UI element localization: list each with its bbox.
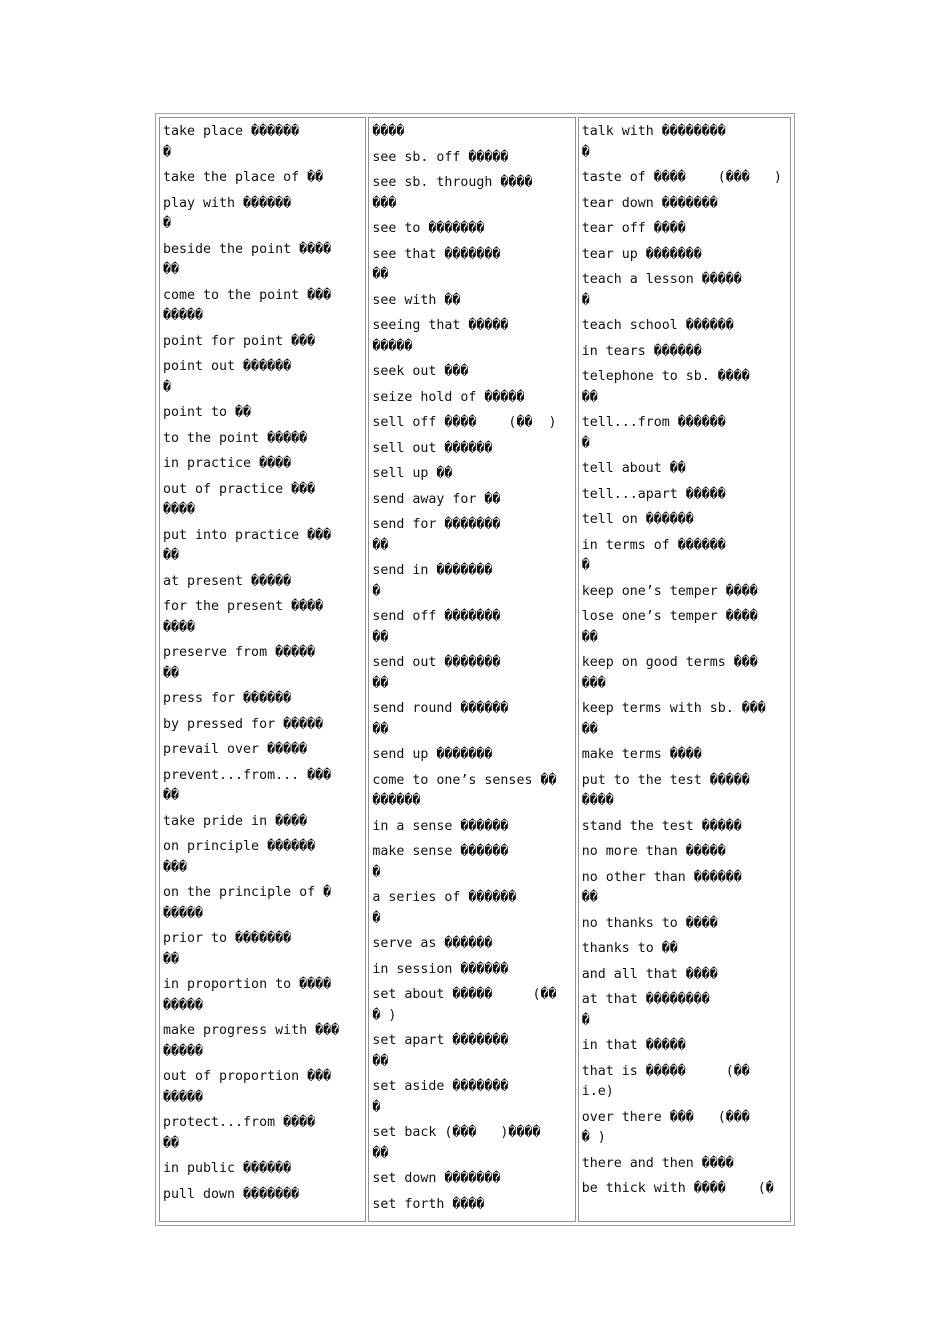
phrase-entry: make progress with ��� ����� (163, 1023, 340, 1059)
phrase-entry: come to one’s senses �� ������ (372, 772, 557, 808)
phrase-entry: in a sense ������ (372, 818, 509, 834)
phrase-entry: taste of ���� (��� ) (581, 170, 782, 185)
phrase-entry: pull down ������� (163, 1186, 300, 1202)
phrase-entry: make terms ���� (581, 747, 702, 762)
phrase-entry: that is ����� (�� i.e) (581, 1063, 750, 1099)
phrase-entry: put to the test ����� ���� (581, 772, 750, 808)
phrase-entry: send away for �� (372, 491, 501, 507)
phrase-entry: see to ������� (372, 221, 485, 236)
phrase-entry: set forth ���� (372, 1196, 485, 1212)
phrase-entry: prevent...from... ��� �� (163, 767, 332, 803)
phrase-entry: set apart ������� �� (372, 1033, 509, 1069)
phrase-entry: stand the test ����� (581, 818, 742, 834)
phrase-entry: protect...from ���� �� (163, 1115, 316, 1151)
phrase-entry: no more than ����� (581, 844, 726, 859)
phrase-entry: press for ������ (163, 691, 292, 706)
phrase-entry: see sb. off ����� (372, 149, 509, 165)
phrase-entry: seeing that ����� ����� (372, 318, 509, 354)
phrase-entry: in that ����� (581, 1038, 686, 1053)
phrase-entry: thanks to �� (581, 941, 678, 956)
phrase-entry: tear down ������� (581, 195, 718, 211)
phrase-entry: set aside ������� � (372, 1079, 509, 1115)
phrase-entry: on principle ������ ��� (163, 839, 316, 875)
phrase-entry: set down ������� (372, 1171, 501, 1186)
phrase-entry: in terms of ������ � (581, 537, 726, 573)
phrase-entry: see that ������� �� (372, 246, 501, 282)
phrase-entry: send out ������� �� (372, 655, 501, 691)
phrase-entry: keep terms with sb. ��� �� (581, 701, 766, 737)
phrase-entry: seek out ��� (372, 364, 469, 379)
phrase-entry: sell off ���� (�� ) (372, 415, 557, 430)
phrase-entry: sell out ������ (372, 440, 493, 456)
phrase-entry: point for point ��� (163, 333, 316, 349)
phrase-entry: set back (��� )���� �� (372, 1125, 541, 1161)
phrase-entry: telephone to sb. ���� �� (581, 369, 750, 405)
phrase-entry: take place ������ � (163, 124, 300, 160)
phrase-entry: send in ������� � (372, 563, 493, 599)
phrase-entry: on the principle of � ����� (163, 885, 332, 921)
phrase-entry: point out ������ � (163, 359, 292, 395)
phrase-entry: in public ������ (163, 1161, 292, 1176)
phrase-entry: tell...from ������ � (581, 415, 726, 451)
phrase-entry: to the point ����� (163, 430, 308, 446)
phrase-entry: send for ������� �� (372, 517, 501, 553)
phrase-entry: make sense ������ � (372, 844, 509, 880)
phrase-entry: tell on ������ (581, 512, 694, 527)
phrase-entry: tear up ������� (581, 246, 702, 262)
phrase-entry: preserve from ����� �� (163, 645, 316, 681)
phrase-entry: out of proportion ��� ����� (163, 1069, 332, 1105)
phrase-entry: at that �������� � (581, 992, 710, 1028)
phrase-entry: no other than ������ �� (581, 869, 742, 905)
phrase-entry: see sb. through ���� ��� (372, 175, 533, 211)
phrase-entry: for the present ���� ���� (163, 599, 324, 635)
phrase-entry: talk with �������� � (581, 124, 726, 160)
phrase-entry: put into practice ��� �� (163, 527, 332, 563)
phrase-entry: keep on good terms ��� ��� (581, 655, 758, 691)
phrase-entry: play with ������ � (163, 195, 292, 231)
phrase-entry: a series of ������ � (372, 890, 517, 926)
vocabulary-table (155, 113, 795, 1226)
phrase-entry: see with �� (372, 292, 461, 308)
phrase-entry: set about ����� (�� � ) (372, 987, 557, 1023)
phrase-entry: over there ��� (��� � ) (581, 1109, 750, 1145)
phrase-entry: send off ������� �� (372, 609, 501, 645)
phrase-entry: in session ������ (372, 961, 509, 977)
phrase-entry: send up ������� (372, 747, 493, 762)
phrase-entry: and all that ���� (581, 966, 718, 982)
phrase-entry: keep one’s temper ���� (581, 583, 758, 599)
phrase-entry: there and then ���� (581, 1155, 734, 1171)
phrase-entry: take pride in ���� (163, 813, 308, 829)
table-column-2 (368, 117, 575, 1222)
phrase-entry: tear off ���� (581, 221, 686, 236)
table-column-1 (159, 117, 366, 1222)
phrase-entry: beside the point ���� �� (163, 241, 332, 277)
phrase-entry: out of practice ��� ���� (163, 481, 316, 517)
phrase-entry: lose one’s temper ���� �� (581, 609, 758, 645)
phrase-entry: by pressed for ����� (163, 716, 324, 732)
phrase-entry: tell...apart ����� (581, 486, 726, 502)
phrase-entry: prevail over ����� (163, 742, 308, 757)
phrase-entry: in practice ���� (163, 456, 292, 471)
phrase-entry: prior to ������� �� (163, 931, 292, 967)
phrase-entry: send round ������ �� (372, 701, 509, 737)
phrase-entry: teach a lesson ����� � (581, 272, 742, 308)
phrase-entry: ���� (372, 124, 405, 139)
phrase-entry: take the place of �� (163, 170, 324, 185)
phrase-entry: in proportion to ���� ����� (163, 977, 332, 1013)
table-column-3 (578, 117, 791, 1222)
phrase-entry: sell up �� (372, 466, 453, 481)
phrase-entry: teach school ������ (581, 318, 734, 333)
phrase-entry: point to �� (163, 405, 252, 420)
phrase-entry: no thanks to ���� (581, 915, 718, 931)
phrase-entry: in tears ������ (581, 343, 702, 359)
phrase-entry: seize hold of ����� (372, 389, 525, 405)
phrase-entry: come to the point ��� ����� (163, 287, 332, 323)
phrase-entry: at present ����� (163, 573, 292, 589)
phrase-entry: be thick with ���� (� (581, 1181, 774, 1196)
phrase-entry: tell about �� (581, 461, 686, 476)
phrase-entry: serve as ������ (372, 936, 493, 951)
